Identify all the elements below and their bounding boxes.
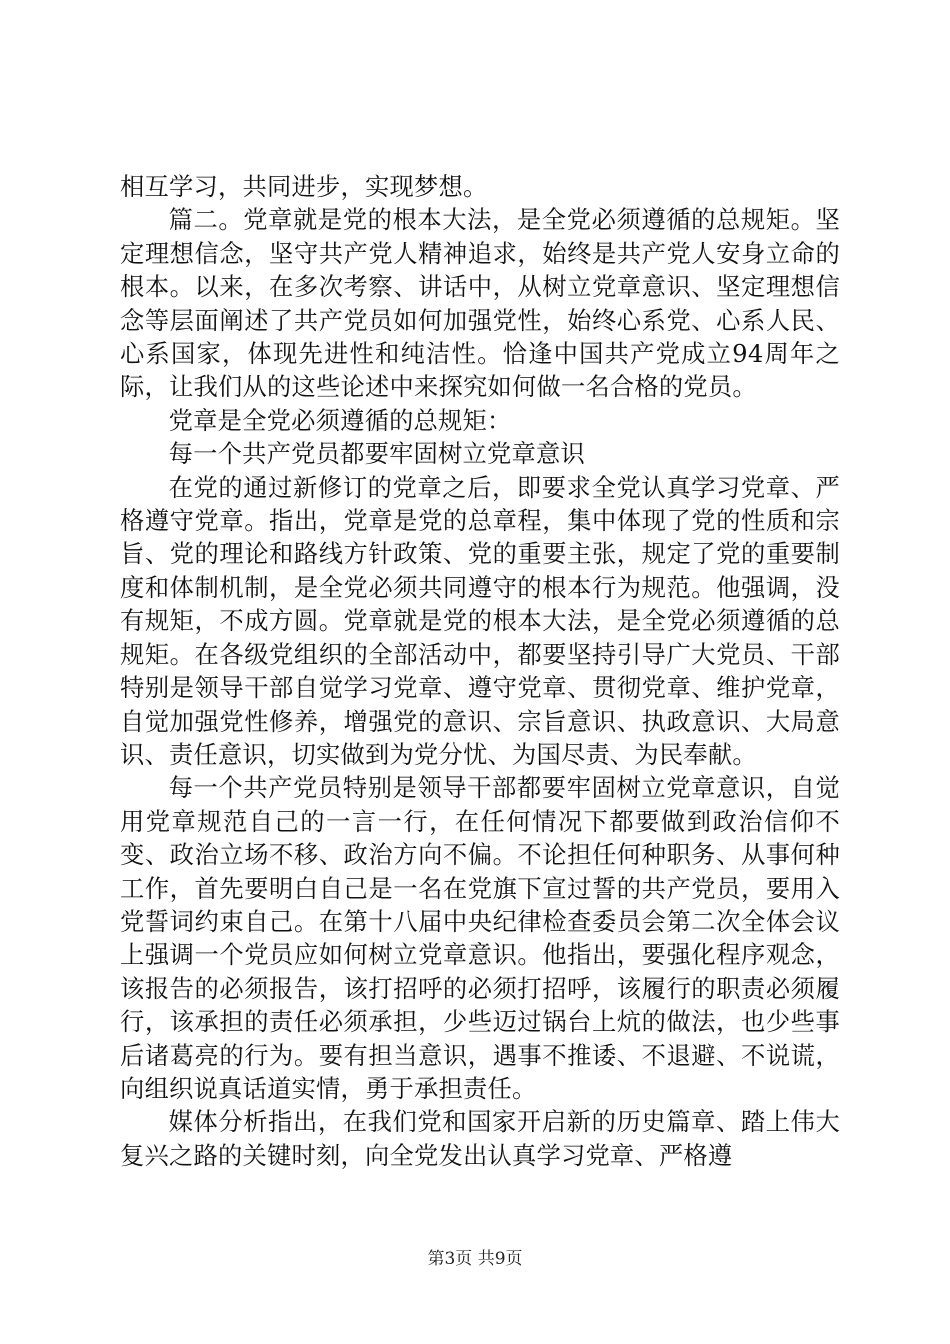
- page-number-footer: 第3页 共9页: [427, 1249, 523, 1269]
- document-body: [120, 170, 840, 1172]
- paragraph: 每一个共产党员都要牢固树立党章意识: [168, 439, 586, 469]
- paragraph: 党章是全党必须遵循的总规矩：: [168, 405, 512, 435]
- paragraph: 相互学习，共同进步，实现梦想。: [120, 172, 488, 201]
- paragraph: 篇二。党章就是党的根本大法，是全党必须遵循的总规矩。坚定理想信念，坚守共产党人精神追求，始终是共产党人安身立命的根本。以来，在多次考察、讲话中，从树立党章意识、坚定理想信念等层面阐述了共产党员如何加强党性，始终心系党、心系人民、心系国家，体现先进性和纯洁性。恰逢中国共产党成立94周年之际，让我们从的这些论述中来探究如何做一名合格的党员。: [120, 205, 840, 402]
- paragraph: 每一个共产党员特别是领导干部都要牢固树立党章意识，自觉用党章规范自己的一言一行，在任何情况下都要做到政治信仰不变、政治立场不移、政治方向不偏。不论担任何种职务、从事何种工作，首先要明白自己是一名在党旗下宣过誓的共产党员，要用入党誓词约束自己。在第十八届中央纪律检查委员会第二次全体会议上强调一个党员应如何树立党章意识。他指出，要强化程序观念，该报告的必须报告，该打招呼的必须打招呼，该履行的职责必须履行，该承担的责任必须承担，少些迈过锅台上炕的做法，也少些事后诸葛亮的行为。要有担当意识，遇事不推诿、不退避、不说谎，向组织说真话道实情，勇于承担责任。: [120, 773, 840, 1103]
- paragraph: 媒体分析指出，在我们党和国家开启新的历史篇章、踏上伟大复兴之路的关键时刻，向全党发出认真学习党章、严格遵: [120, 1107, 840, 1170]
- paragraph: 在党的通过新修订的党章之后，即要求全党认真学习党章、严格遵守党章。指出，党章是党的总章程，集中体现了党的性质和宗旨、党的理论和路线方针政策、党的重要主张，规定了党的重要制度和体制机制，是全党必须共同遵守的根本行为规范。他强调，没有规矩，不成方圆。党章就是党的根本大法，是全党必须遵循的总规矩。在各级党组织的全部活动中，都要坚持引导广大党员、干部特别是领导干部自觉学习党章、遵守党章、贯彻党章、维护党章，自觉加强党性修养，增强党的意识、宗旨意识、执政意识、大局意识、责任意识，切实做到为党分忧、为国尽责、为民奉献。: [120, 472, 840, 769]
